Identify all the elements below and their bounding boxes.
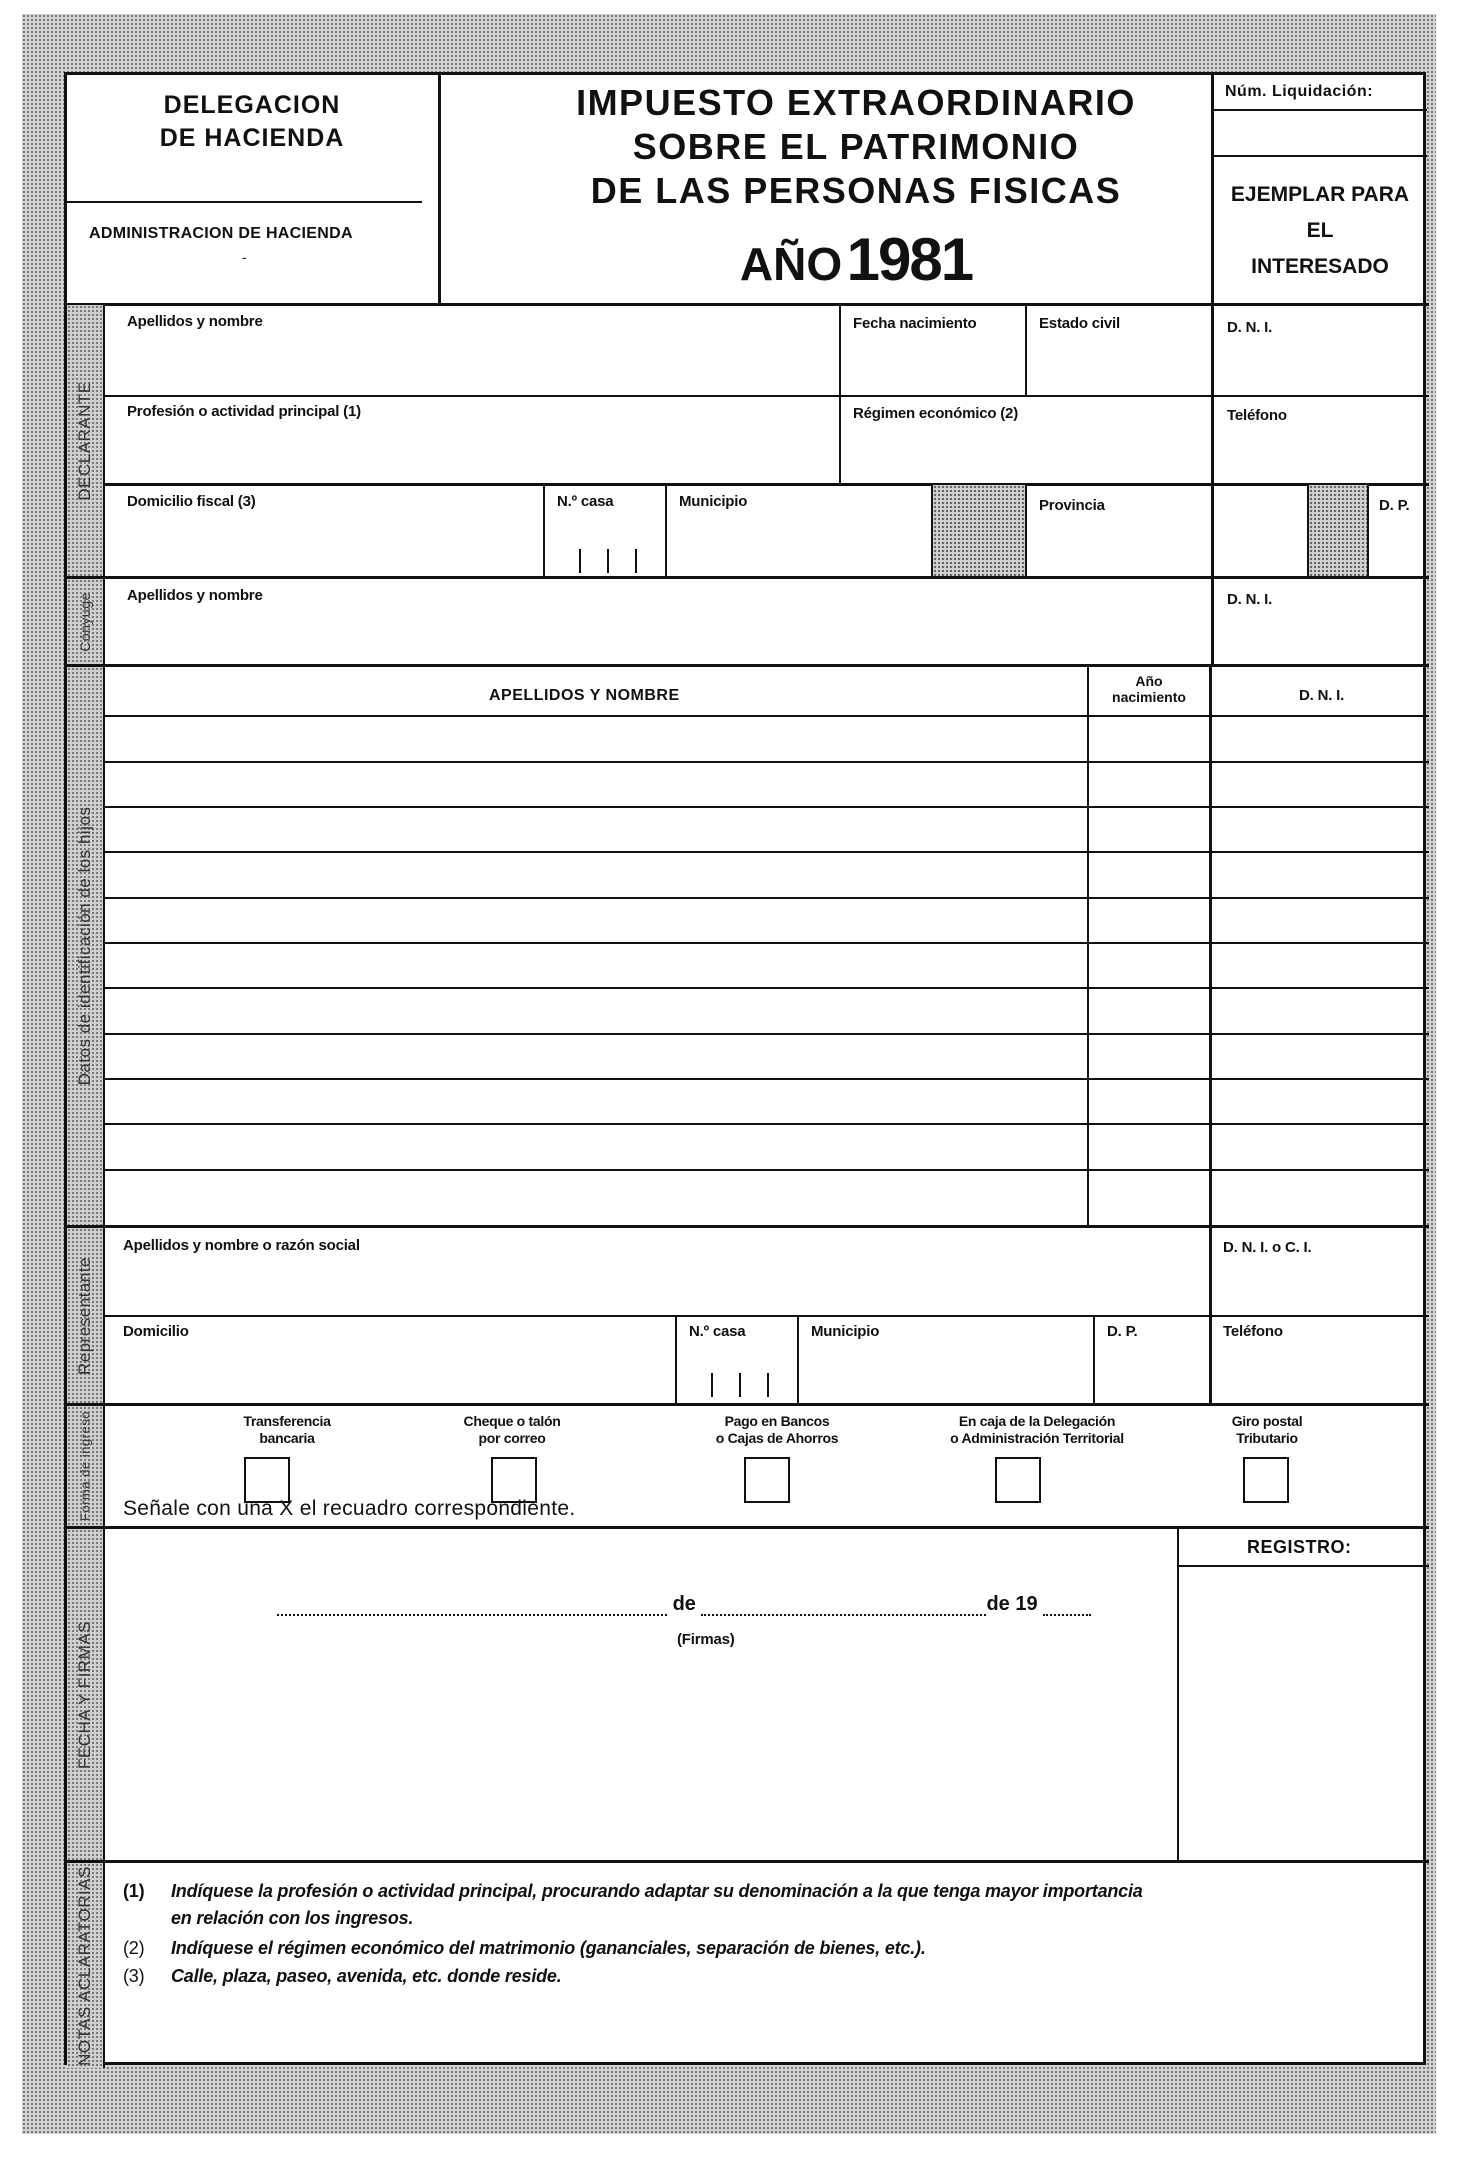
fecha-de-label: de	[672, 1593, 696, 1615]
provincia-label: Provincia	[1039, 497, 1105, 514]
option-bancos: Pago en Bancos o Cajas de Ahorros	[715, 1413, 839, 1446]
fecha-de19-label: de 19	[986, 1593, 1038, 1615]
title-line3: DE LAS PERSONAS FISICAS	[590, 170, 1122, 211]
note-2-num: (2)	[123, 1938, 145, 1958]
side-label-firmas: FECHA Y FIRMAS	[67, 1529, 105, 1860]
representante-num-casa-label: N.º casa	[689, 1323, 746, 1340]
checkbox-caja-delegacion[interactable]	[995, 1457, 1041, 1503]
firmas-label: (Firmas)	[677, 1631, 735, 1648]
side-label-declarante: DECLARANTE	[67, 305, 105, 576]
option-giro-postal: Giro postal Tributario	[1231, 1413, 1303, 1446]
side-label-representante: Representante	[67, 1228, 105, 1403]
note-2-text: Indíquese el régimen económico del matrimonio (gananciales, separación de bienes, etc.).	[171, 1938, 926, 1958]
provincia-code-box	[1309, 485, 1367, 576]
note-1-text: Indíquese la profesión o actividad principal, procurando adaptar su denominación a la que tenga mayor importancia	[171, 1881, 1143, 1901]
regimen-label: Régimen económico (2)	[853, 405, 1018, 422]
representante-dp-label: D. P.	[1107, 1323, 1138, 1340]
checkbox-giro-postal[interactable]	[1243, 1457, 1289, 1503]
representante-telefono-label: Teléfono	[1223, 1323, 1283, 1340]
note-3-num: (3)	[123, 1966, 145, 1986]
title-line2: SOBRE EL PATRIMONIO	[632, 126, 1080, 167]
option-caja-delegacion: En caja de la Delegación o Administración Territorial	[950, 1413, 1124, 1446]
side-label-notas: NOTAS ACLARATORIAS	[67, 1863, 105, 2068]
num-casa-label: N.º casa	[557, 493, 614, 510]
side-label-ingreso: Forma de ingreso	[67, 1406, 105, 1526]
profesion-label: Profesión o actividad principal (1)	[127, 403, 361, 420]
year-value: 1981	[846, 226, 973, 293]
form-title	[441, 81, 1271, 213]
representante-domicilio-label: Domicilio	[123, 1323, 189, 1340]
side-label-hijos: Datos de identificación de los hijos	[67, 667, 105, 1225]
num-liquidacion-label: Núm. Liquidación:	[1225, 83, 1374, 100]
domicilio-fiscal-label: Domicilio fiscal (3)	[127, 493, 256, 510]
option-transferencia: Transferencia bancaria	[243, 1413, 331, 1446]
delegacion-line1: DELEGACION	[163, 91, 341, 119]
municipio-code-box	[933, 485, 1025, 576]
year-prefix: AÑO	[739, 238, 843, 290]
estado-civil-label: Estado civil	[1039, 315, 1120, 332]
num-liquidacion-field[interactable]	[1213, 111, 1427, 153]
municipio-label: Municipio	[679, 493, 748, 510]
declarante-dni-label: D. N. I.	[1227, 319, 1273, 336]
note-1-num: (1)	[123, 1881, 145, 1901]
note-3-text: Calle, plaza, paseo, avenida, etc. donde reside.	[171, 1966, 562, 1986]
hijos-col-dni: D. N. I.	[1299, 687, 1345, 704]
representante-dni-label: D. N. I. o C. I.	[1223, 1239, 1312, 1256]
note-1-text-cont: en relación con los ingresos.	[171, 1908, 414, 1928]
hijos-col-nombre: APELLIDOS Y NOMBRE	[489, 687, 680, 704]
form-year	[441, 225, 1271, 294]
checkbox-bancos[interactable]	[744, 1457, 790, 1503]
declarante-apellidos-label: Apellidos y nombre	[127, 313, 263, 330]
telefono-label: Teléfono	[1227, 407, 1287, 424]
conyuge-apellidos-label: Apellidos y nombre	[127, 587, 263, 604]
tax-form: DELEGACION DE HACIENDA ADMINISTRACION DE HACIENDA - IMPUESTO EXTRAORDINARIO SOBRE EL PATRIMONIO DE LAS PERSONAS FISICAS AÑO 1981 Núm. Liquidación: EJEMPLAR PARA EL INTERESADO DECLARANTE Apellidos y nombre Fecha nacimiento Estado civil D. N. I. Profesión o actividad principal (1) Régimen económico (2) Teléfono Domicilio fiscal (3) N.º casa Municipio Provincia D. P. Cónyuge Apellidos y nombre D. N. I. Datos de identificación de los hijos APELLIDOS Y NOMBRE Año nacimiento D. N. I. Representante Apellidos y nombre o razón social D. N. I. o C. I. Domicilio N.º casa Municipio D. P. Teléfono Forma de ingreso Transferencia bancaria Cheque o talón por correo Pago en Bancos o Cajas de Ahorros En caja de la Delegación o Administración Territorial Giro postal Tributario Señale con una X el recuadro correspondiente. FECHA Y FIRMAS de de 19 (Firmas) REGISTRO: NOTAS ACLARATORIAS (1) Indíquese la profesión o actividad principal, procurando adaptar su denominación a la que tenga mayor importancia en relación con los ingresos. (2) Indíquese el régimen económico del matrimonio (gananciales, separación de bienes, etc.). (3) Calle, plaza, paseo, avenida, etc. donde reside.	[64, 72, 1426, 2065]
hijos-col-ano: Año nacimiento	[1112, 673, 1186, 705]
declarante-dp-label: D. P.	[1379, 497, 1410, 514]
fecha-line[interactable]	[277, 1593, 1207, 1623]
ejemplar-label: EJEMPLAR PARA EL INTERESADO	[1230, 183, 1410, 278]
delegacion-line2: DE HACIENDA	[159, 124, 345, 152]
representante-apellidos-label: Apellidos y nombre o razón social	[123, 1237, 360, 1254]
delegacion-title	[67, 89, 437, 155]
registro-box	[1179, 1567, 1429, 1860]
representante-municipio-label: Municipio	[811, 1323, 880, 1340]
conyuge-dni-label: D. N. I.	[1227, 591, 1273, 608]
title-line1: IMPUESTO EXTRAORDINARIO	[576, 82, 1136, 123]
ingreso-instruction: Señale con una X el recuadro correspondiente.	[123, 1497, 576, 1520]
fecha-nacimiento-label: Fecha nacimiento	[853, 315, 977, 332]
registro-label: REGISTRO:	[1247, 1537, 1352, 1557]
side-label-conyuge: Cónyuge	[67, 579, 105, 664]
option-cheque: Cheque o talón por correo	[463, 1413, 561, 1446]
administracion-label: ADMINISTRACION DE HACIENDA	[89, 225, 353, 242]
